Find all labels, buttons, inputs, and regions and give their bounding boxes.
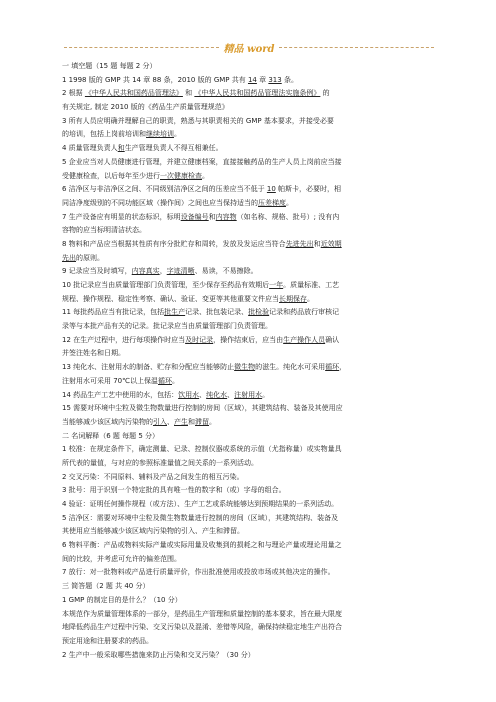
text-segment: 13 纯化水、注射用水的制备、贮存和分配应当能够防止 xyxy=(62,363,235,372)
text-line xyxy=(62,471,436,485)
text-segment: 5 洁净区：需要对环境中尘粒及微生物数量进行控制的房间（区域），其建筑结构、装备及 xyxy=(62,513,339,522)
text-line xyxy=(62,580,436,594)
underlined-answer: 继续培训 xyxy=(146,130,174,139)
underlined-answer: 先出 xyxy=(62,253,76,262)
text-segment: 、 xyxy=(227,390,235,399)
text-segment: 和 xyxy=(208,212,216,221)
document-body xyxy=(62,60,436,662)
text-line xyxy=(62,443,436,457)
text-line xyxy=(62,553,436,567)
text-segment: 10 批记录应当由质量管理部门负责管理，至少保存至药品有效期后 xyxy=(62,281,270,289)
text-line xyxy=(62,594,436,608)
text-line xyxy=(62,265,436,279)
text-segment: 其使用应当能够减少该区域内污染物的引入、产生和滞留。 xyxy=(62,527,244,536)
underlined-answer: 内容真实 xyxy=(131,267,160,276)
text-segment: 和 xyxy=(313,239,321,248)
text-segment: 8 物料和产品应当根据其性质有序分批贮存和周转，发放及发运应当符合 xyxy=(62,239,286,248)
text-segment: 所代表的量值，与对应的参照标准量值之间关系的一系列活动。 xyxy=(62,458,258,467)
underlined-answer: 313 xyxy=(268,75,282,84)
underlined-answer: 《中华人民共和国药品管理法》 xyxy=(84,89,183,98)
underlined-answer: 产生 xyxy=(174,417,188,426)
text-segment: 一 填空题（15 题 每题 2 分） xyxy=(62,62,157,70)
text-segment: 本规范作为质量管理体系的一部分，是药品生产管理和质量控制的基本要求，旨在最大限度 xyxy=(62,609,342,618)
text-line xyxy=(62,389,436,403)
text-segment: 1 GMP 的制定目的是什么？（10 分） xyxy=(62,595,182,604)
text-segment: 6 物料平衡：产品或物料实际产量或实际用量及收集到的损耗之和与理论产量或理论用量之 xyxy=(62,541,342,550)
text-segment: 7 放行：对一批物料或产品进行质量评价，作出批准使用或投放市场或其他决定的操作。 xyxy=(62,568,335,577)
text-segment: 受健康检查，以后每年至少进行 xyxy=(62,171,160,180)
text-segment: 帕斯卡，必要时，相 xyxy=(275,185,342,194)
text-segment: 容物的应当标明清洁状态。 xyxy=(62,226,146,235)
text-segment: （如名称、规格、批号）; 没有内 xyxy=(236,212,340,221)
text-segment: 6 洁净区与非洁净区之间、不同级别洁净区之间的压差应当不低于 xyxy=(62,185,267,194)
text-line xyxy=(62,87,436,101)
text-segment: 。 xyxy=(202,171,209,180)
text-segment: 1 1998 版的 GMP 共 14 章 88 条，2010 版的 GMP 共有 xyxy=(62,75,248,84)
text-segment: 2 根据 xyxy=(62,89,85,98)
text-segment: 和 xyxy=(188,417,195,426)
text-line xyxy=(62,608,436,622)
text-line xyxy=(62,60,436,74)
page-header xyxy=(64,40,434,54)
text-line xyxy=(62,621,436,635)
underlined-answer: 批生产 xyxy=(164,308,186,317)
underlined-answer: 循环 xyxy=(325,363,340,372)
text-line xyxy=(62,183,436,197)
text-segment: 三 简答题（2 题 共 40 分） xyxy=(62,582,150,591)
header-left-rule xyxy=(64,47,219,48)
underlined-answer: 纯化水 xyxy=(206,390,228,399)
text-segment: ，操作结束后，应当由 xyxy=(213,335,284,344)
text-segment: 、易读，不易擦除。 xyxy=(194,267,258,276)
underlined-answer: 微生物 xyxy=(234,363,256,372)
text-segment: 二 名词解释（6 题 每题 5 分） xyxy=(62,431,160,440)
text-line xyxy=(62,361,436,375)
text-line xyxy=(62,74,436,88)
text-segment: 。 xyxy=(174,130,181,139)
text-line xyxy=(62,115,436,129)
header-right-rule xyxy=(279,47,434,48)
text-segment: 注射用水可采用 70℃以上保温 xyxy=(62,376,158,385)
text-segment: 地降低药品生产过程中污染、交叉污染以及混淆、差错等风险，确保持续稳定地生产出符合 xyxy=(62,623,342,632)
text-segment: 预定用途和注册要求的药品。 xyxy=(62,636,153,645)
underlined-answer: 长期保存 xyxy=(279,294,307,303)
text-segment: 3 所有人员应明确并理解自己的职责，熟悉与其职责相关的 GMP 基本要求，并接受必要 xyxy=(62,116,334,125)
text-segment: 9 记录应当及时填写， xyxy=(62,267,132,276)
text-segment: 、 xyxy=(199,390,207,399)
text-segment: 的滋生。纯化水可采用 xyxy=(255,363,326,372)
text-line xyxy=(62,375,436,389)
text-line xyxy=(62,512,436,526)
text-line xyxy=(62,252,436,266)
text-segment: 。 xyxy=(307,294,314,303)
underlined-answer: 注射用水 xyxy=(234,390,263,399)
text-segment: 3 批号：用于识别一个特定批的具有唯一性的数字和（或）字母的组合。 xyxy=(62,486,286,495)
text-line xyxy=(62,484,436,498)
underlined-answer: 《中华人民共和国药品管理法实施条例》 xyxy=(194,89,321,98)
text-segment: 5 企业应当对人员健康进行管理，并建立健康档案，直接接触药品的生产人员上岗前应当接 xyxy=(62,157,342,166)
text-line xyxy=(62,635,436,649)
text-segment: 7 生产设备应有明显的状态标识，标明 xyxy=(62,212,181,221)
text-line xyxy=(62,293,436,307)
text-segment: 间的比较，并考虑可允许的偏差范围。 xyxy=(62,554,181,563)
text-segment: 记录和药品放行审核记 xyxy=(269,308,340,317)
text-segment: 确认 xyxy=(325,335,340,344)
text-line xyxy=(62,211,436,225)
underlined-answer: 循环 xyxy=(158,376,172,385)
text-line xyxy=(62,320,436,334)
text-line xyxy=(62,649,436,663)
underlined-answer: 生产操作人员 xyxy=(283,335,326,344)
underlined-answer: 设备编号 xyxy=(180,212,209,221)
text-segment: 15 需要对环境中尘粒及微生物数量进行控制的房间（区域），其建筑结构、装备及其使用应 xyxy=(62,404,343,413)
text-segment: 和 xyxy=(182,89,195,98)
underlined-answer: 近效期 xyxy=(320,239,342,248)
text-segment: 。 xyxy=(262,390,270,399)
text-line xyxy=(62,101,436,115)
text-segment: 14 药品生产工艺中使用的水，包括： xyxy=(62,390,179,399)
text-segment: 4 质量管理负责人 xyxy=(62,144,118,153)
text-line xyxy=(62,498,436,512)
underlined-answer: 批检验 xyxy=(248,308,270,317)
text-segment: 并签注姓名和日期。 xyxy=(62,349,125,358)
underlined-answer: 先进先出 xyxy=(285,239,314,248)
text-line xyxy=(62,128,436,142)
text-segment: ， xyxy=(159,267,167,276)
text-segment: 。质量标准、工艺 xyxy=(283,281,340,289)
text-segment: 条。 xyxy=(281,75,298,84)
text-line xyxy=(62,197,436,211)
text-segment: 11 每批药品应当有批记录，包括 xyxy=(62,308,165,317)
text-segment: 、 xyxy=(167,417,174,426)
text-segment: 12 在生产过程中，进行每项操作时应当 xyxy=(62,335,186,344)
text-line xyxy=(62,566,436,580)
text-segment: 当能够减少该区域内污染物的 xyxy=(62,417,153,426)
text-segment: 录等与本批产品有关的记录。批记录应当由质量管理部门负责管理。 xyxy=(62,322,272,331)
text-line xyxy=(62,416,436,430)
text-segment: ， xyxy=(339,363,347,372)
text-segment: 4 验证：证明任何操作规程（或方法）、生产工艺或系统能够达到预期结果的一系列活动。 xyxy=(62,500,339,508)
underlined-answer: 14 xyxy=(247,75,257,84)
underlined-answer: 字迹清晰 xyxy=(166,267,195,276)
text-line xyxy=(62,334,436,348)
text-line xyxy=(62,224,436,238)
brand-title: 精品 word xyxy=(223,43,275,55)
underlined-answer: 压差梯度 xyxy=(258,198,286,207)
text-segment: 2 生产中一般采取哪些措施来防止污染和交叉污染？（30 分） xyxy=(62,650,255,659)
text-line xyxy=(62,238,436,252)
text-line xyxy=(62,430,436,444)
underlined-answer: 内容物 xyxy=(215,212,237,221)
underlined-answer: 一年 xyxy=(269,281,284,289)
text-segment: 记录、批包装记录、 xyxy=(185,308,249,317)
underlined-answer: 一次健康检查 xyxy=(160,171,202,180)
text-line xyxy=(62,525,436,539)
underlined-answer: 饮用水 xyxy=(178,390,200,399)
text-segment: 2 交叉污染：不同原料、辅料及产品之间发生的相互污染。 xyxy=(62,472,244,481)
text-line xyxy=(62,142,436,156)
text-segment: 。 xyxy=(209,417,216,426)
text-segment: 同洁净度级别的不同功能区域（操作间）之间也应当保持适当的 xyxy=(62,198,258,207)
text-line xyxy=(62,539,436,553)
text-segment: 。 xyxy=(172,376,179,385)
underlined-answer: 滞留 xyxy=(195,417,209,426)
text-segment: 的培训，包括上岗前培训和 xyxy=(62,130,146,139)
text-line xyxy=(62,279,436,293)
text-segment: 生产管理负责人不得互相兼任。 xyxy=(124,144,223,153)
text-segment: 的原则。 xyxy=(76,253,104,262)
underlined-answer: 10 xyxy=(266,185,276,194)
underlined-answer: 和 xyxy=(117,144,125,153)
text-segment: 有关规定, 制定 2010 版的《药品生产质量管理规范》 xyxy=(62,103,229,112)
text-line xyxy=(62,402,436,416)
text-line xyxy=(62,457,436,471)
underlined-answer: 引入 xyxy=(153,417,167,426)
text-line xyxy=(62,170,436,184)
text-line xyxy=(62,156,436,170)
text-segment: 的 xyxy=(320,89,330,98)
text-line xyxy=(62,347,436,361)
text-segment: 。 xyxy=(286,198,293,207)
text-line xyxy=(62,306,436,320)
text-segment: 章 xyxy=(256,75,269,84)
underlined-answer: 及时记录 xyxy=(185,335,214,344)
text-segment: 规程、操作规程、稳定性考察、确认、验证、变更等其他重要文件应当 xyxy=(62,294,279,303)
text-segment: 1 校准：在规定条件下，确定测量、记录、控制仪器或系统的示值（尤指称量）或实物量具 xyxy=(62,445,342,454)
